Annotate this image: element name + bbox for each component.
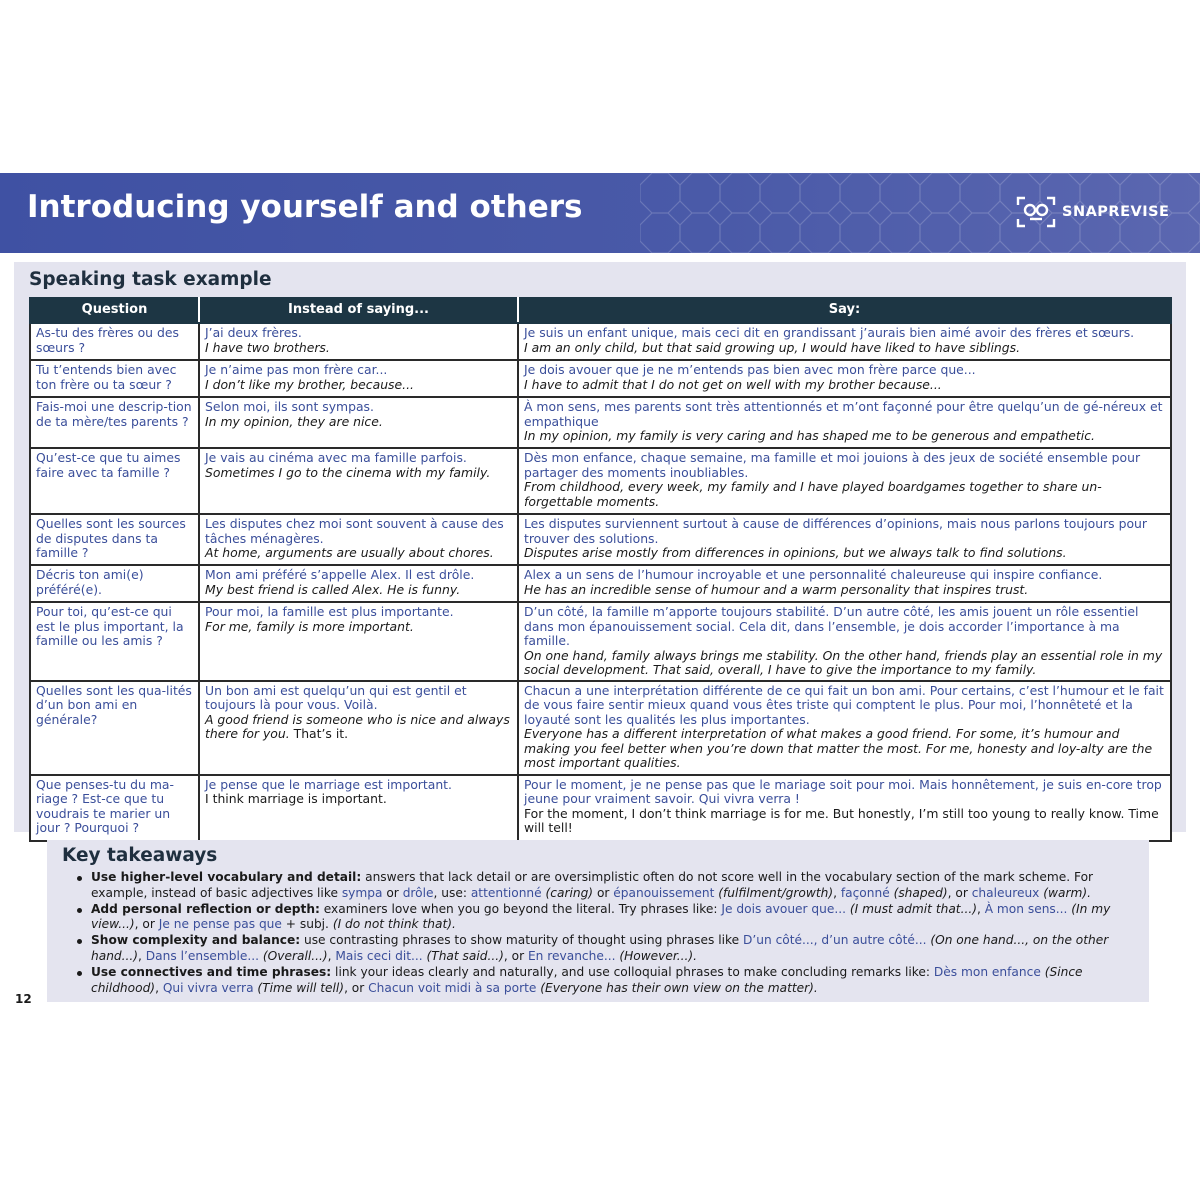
question-cell bbox=[30, 681, 199, 775]
instead-french: Mon ami préféré s’appelle Alex. Il est drôle. bbox=[205, 567, 475, 582]
say-cell bbox=[518, 397, 1171, 448]
question-cell bbox=[30, 514, 199, 565]
french-phrase: chaleureux bbox=[971, 885, 1040, 900]
instead-english: At home, arguments are usually about chores. bbox=[205, 545, 494, 560]
takeaway-text: or bbox=[382, 885, 403, 900]
instead-english: For me, family is more important. bbox=[205, 618, 414, 634]
say-english: On one hand, family always brings me stability. On the other hand, friends play an essential role in my social development. That said, overall, I have to give the importance to my family. bbox=[524, 647, 1163, 677]
takeaway-heading: Use higher-level vocabulary and detail: bbox=[91, 870, 362, 884]
question-cell bbox=[30, 775, 199, 841]
page-title: Introducing yourself and others bbox=[27, 189, 583, 225]
instead-french: Je pense que le marriage est important. bbox=[205, 776, 452, 792]
french-phrase: Dès mon enfance bbox=[933, 964, 1041, 979]
takeaway-text: , bbox=[155, 980, 163, 995]
instead-french: J’ai deux frères. bbox=[205, 325, 302, 340]
french-phrase: Dans l’ensemble... bbox=[145, 948, 260, 963]
header-banner bbox=[0, 173, 1200, 253]
header-instead: Instead of saying... bbox=[199, 298, 518, 323]
takeaway-text: , bbox=[327, 948, 336, 963]
question-text: Que penses-tu du ma-riage ? Est-ce que tu voudrais te marier un jour ? Pourquoi ? bbox=[36, 776, 174, 835]
say-cell bbox=[518, 602, 1171, 681]
brand-name: SNAPREVISE bbox=[1062, 204, 1170, 220]
takeaway-text: , use: bbox=[433, 885, 471, 900]
speaking-table bbox=[29, 297, 1172, 842]
translation: (Time will tell) bbox=[253, 980, 345, 995]
translation: (Overall...) bbox=[259, 948, 328, 963]
takeaway-text: examiners love when you go beyond the literal. Try phrases like: bbox=[319, 901, 722, 916]
instead-english-plain: That’s it. bbox=[293, 726, 349, 741]
section-title: Speaking task example bbox=[29, 269, 272, 290]
say-cell bbox=[518, 514, 1171, 565]
question-cell bbox=[30, 565, 199, 602]
instead-french: Pour moi, la famille est plus importante. bbox=[205, 604, 454, 619]
instead-french: Les disputes chez moi sont souvent à cause des tâches ménagères. bbox=[205, 516, 504, 546]
header-question: Question bbox=[30, 298, 199, 323]
instead-french: Je n’aime pas mon frère car... bbox=[205, 362, 388, 377]
translation: (I must admit that...) bbox=[846, 901, 977, 916]
french-phrase: Je dois avouer que... bbox=[721, 901, 847, 916]
say-cell bbox=[518, 360, 1171, 397]
say-cell bbox=[518, 565, 1171, 602]
instead-english-italic: A good friend is someone who is nice and always there for you. bbox=[205, 711, 510, 741]
french-phrase: D’un côté..., d’un autre côté... bbox=[743, 933, 927, 948]
french-phrase: Qui vivra verra bbox=[162, 980, 254, 995]
question-text: Pour toi, qu’est-ce qui est le plus important, la famille ou les amis ? bbox=[36, 604, 184, 648]
french-phrase: Mais ceci dit... bbox=[335, 948, 423, 963]
say-english: Everyone has a different interpretation of what makes a good friend. For some, it’s humour and making you feel better when you’re down that matter the most. For me, honesty and loy-alty are the most important qualities. bbox=[524, 726, 1153, 770]
question-cell bbox=[30, 323, 199, 360]
say-english: He has an incredible sense of humour and a warm personality that inspires trust. bbox=[524, 581, 1029, 597]
french-phrase: attentionné bbox=[470, 885, 542, 900]
say-french: Pour le moment, je ne pense pas que le mariage soit pour moi. Mais honnêtement, je suis en-core trop jeune pour vraiment savoir. Qui vivra verra ! bbox=[524, 776, 1162, 806]
question-text: Quelles sont les qua-lités d’un bon ami en générale? bbox=[36, 682, 192, 727]
instead-cell bbox=[199, 681, 518, 775]
instead-english: My best friend is called Alex. He is funny. bbox=[205, 581, 461, 597]
say-cell bbox=[518, 775, 1171, 841]
translation: (In my view...) bbox=[91, 901, 1111, 932]
translation: (Since childhood) bbox=[91, 964, 1083, 995]
instead-english: I think marriage is important. bbox=[205, 791, 387, 806]
translation: (caring) bbox=[541, 885, 594, 900]
translation: (However...). bbox=[615, 948, 698, 963]
french-phrase: drôle bbox=[402, 885, 434, 900]
takeaway-text: answers that lack detail or are oversimplistic often do not score well in the vocabulary section of the mark scheme. For example, instead of basic adjectives like bbox=[91, 870, 1094, 900]
translation: (shaped) bbox=[889, 885, 948, 900]
question-text: Fais-moi une descrip-tion de ta mère/tes parents ? bbox=[36, 399, 192, 429]
table-row bbox=[30, 448, 1171, 514]
takeaway-text: + subj. bbox=[281, 917, 333, 932]
instead-english: I don’t like my brother, because... bbox=[205, 376, 414, 392]
translation: (warm). bbox=[1039, 885, 1091, 900]
takeaway-text: or bbox=[593, 885, 614, 900]
instead-english bbox=[205, 713, 513, 742]
say-french: D’un côté, la famille m’apporte toujours stabilité. D’un autre côté, les amis jouent un rôle essentiel dans mon épanouissement social. Cela dit, dans l’ensemble, je dois accorder l’importance à ma famille. bbox=[524, 604, 1139, 648]
translation: (Everyone has their own view on the matter). bbox=[536, 980, 818, 995]
brand bbox=[1016, 195, 1169, 229]
snaprevise-logo-icon bbox=[1016, 195, 1056, 229]
list-item bbox=[74, 870, 1140, 902]
takeaway-text: link your ideas clearly and naturally, and use colloquial phrases to make concluding remarks like: bbox=[331, 964, 934, 979]
takeaway-text: , bbox=[976, 901, 985, 916]
takeaway-text: , bbox=[138, 948, 146, 963]
translation: (I do not think that). bbox=[332, 917, 456, 932]
question-cell bbox=[30, 397, 199, 448]
question-text: Décris ton ami(e) préféré(e). bbox=[36, 567, 144, 597]
say-cell bbox=[518, 323, 1171, 360]
instead-english: Sometimes I go to the cinema with my family. bbox=[205, 464, 491, 480]
table-row bbox=[30, 602, 1171, 681]
takeaways-title: Key takeaways bbox=[62, 845, 218, 866]
table-row bbox=[30, 397, 1171, 448]
takeaway-heading: Show complexity and balance: bbox=[91, 933, 301, 948]
takeaways-list bbox=[74, 870, 1140, 996]
say-english: For the moment, I don’t think marriage is for me. But honestly, I’m still too young to really know. Time will tell! bbox=[524, 805, 1159, 835]
list-item bbox=[74, 933, 1140, 965]
french-phrase: Je ne pense pas que bbox=[158, 917, 282, 932]
instead-french: Un bon ami est quelqu’un qui est gentil et toujours là pour vous. Voilà. bbox=[205, 682, 467, 712]
takeaway-heading: Add personal reflection or depth: bbox=[91, 901, 320, 916]
question-cell bbox=[30, 360, 199, 397]
question-text: As-tu des frères ou des sœurs ? bbox=[36, 325, 179, 355]
say-french: Je dois avouer que je ne m’entends pas bien avec mon frère parce que... bbox=[524, 362, 976, 377]
table-row bbox=[30, 360, 1171, 397]
takeaway-heading: Use connectives and time phrases: bbox=[91, 964, 332, 979]
say-french: Chacun a une interprétation différente de ce qui fait un bon ami. Pour certains, c’est l’humour et le fait de vous faire sentir mieux quand vous êtes triste qui comptent le plus. Pour moi, l’honnêteté et la loyauté sont les qualités les plus importantes. bbox=[524, 682, 1164, 727]
instead-english: In my opinion, they are nice. bbox=[205, 413, 383, 429]
say-english: I have to admit that I do not get on well with my brother because... bbox=[524, 376, 942, 392]
translation: (That said...) bbox=[422, 948, 504, 963]
instead-french: Je vais au cinéma avec ma famille parfois. bbox=[205, 450, 467, 465]
takeaway-text: , bbox=[833, 885, 841, 900]
question-text: Quelles sont les sources de disputes dans ta famille ? bbox=[36, 516, 186, 560]
french-phrase: épanouissement bbox=[613, 885, 715, 900]
translation: (fulfilment/growth) bbox=[714, 885, 834, 900]
table-row bbox=[30, 514, 1171, 565]
takeaway-text: , or bbox=[947, 885, 972, 900]
takeaway-text: , or bbox=[503, 948, 528, 963]
takeaway-text: , or bbox=[134, 917, 159, 932]
instead-english: I have two brothers. bbox=[205, 339, 330, 355]
takeaway-text: , or bbox=[344, 980, 369, 995]
say-french: Dès mon enfance, chaque semaine, ma famille et moi jouions à des jeux de société ensemble pour partager des moments inoubliables. bbox=[524, 450, 1141, 480]
say-english: I am an only child, but that said growing up, I would have liked to have siblings. bbox=[524, 339, 1021, 355]
instead-cell bbox=[199, 397, 518, 448]
question-cell bbox=[30, 602, 199, 681]
takeaway-text: use contrasting phrases to show maturity of thought using phrases like bbox=[300, 933, 744, 948]
list-item bbox=[74, 902, 1140, 934]
table-row bbox=[30, 565, 1171, 602]
instead-cell bbox=[199, 360, 518, 397]
french-phrase: sympa bbox=[341, 885, 383, 900]
instead-cell bbox=[199, 775, 518, 841]
say-cell bbox=[518, 448, 1171, 514]
table-row bbox=[30, 681, 1171, 775]
table-row bbox=[30, 775, 1171, 841]
say-french: Les disputes surviennent surtout à cause de différences d’opinions, mais nous parlons toujours pour trouver des solutions. bbox=[524, 516, 1147, 546]
question-text: Qu’est-ce que tu aimes faire avec ta famille ? bbox=[36, 450, 181, 480]
question-cell bbox=[30, 448, 199, 514]
say-english: From childhood, every week, my family and I have played boardgames together to share un-forgettable moments. bbox=[524, 479, 1102, 509]
french-phrase: Chacun voit midi à sa porte bbox=[368, 980, 537, 995]
french-phrase: façonné bbox=[840, 885, 890, 900]
say-french: Alex a un sens de l’humour incroyable et une personnalité chaleureuse qui inspire confiance. bbox=[524, 567, 1103, 582]
instead-cell bbox=[199, 323, 518, 360]
instead-cell bbox=[199, 514, 518, 565]
instead-cell bbox=[199, 565, 518, 602]
say-french: À mon sens, mes parents sont très attentionnés et m’ont façonné pour être quelqu’un de gé-néreux et empathique bbox=[524, 399, 1163, 429]
instead-french: Selon moi, ils sont sympas. bbox=[205, 399, 374, 414]
french-phrase: À mon sens... bbox=[984, 901, 1068, 916]
table-row bbox=[30, 323, 1171, 360]
table-header-row bbox=[30, 298, 1171, 323]
translation: (On one hand..., on the other hand...) bbox=[91, 933, 1109, 963]
list-item bbox=[74, 965, 1140, 997]
page-number: 12 bbox=[15, 992, 32, 1006]
question-text: Tu t’entends bien avec ton frère ou ta sœur ? bbox=[36, 362, 177, 392]
say-english: In my opinion, my family is very caring and has shaped me to be generous and empathetic. bbox=[524, 428, 1095, 443]
say-cell bbox=[518, 681, 1171, 775]
header-say: Say: bbox=[518, 298, 1171, 323]
french-phrase: En revanche... bbox=[527, 948, 616, 963]
say-french: Je suis un enfant unique, mais ceci dit en grandissant j’aurais bien aimé avoir des frères et sœurs. bbox=[524, 325, 1135, 340]
instead-cell bbox=[199, 448, 518, 514]
instead-cell bbox=[199, 602, 518, 681]
say-english: Disputes arise mostly from differences in opinions, but we always talk to find solutions. bbox=[524, 545, 1067, 560]
